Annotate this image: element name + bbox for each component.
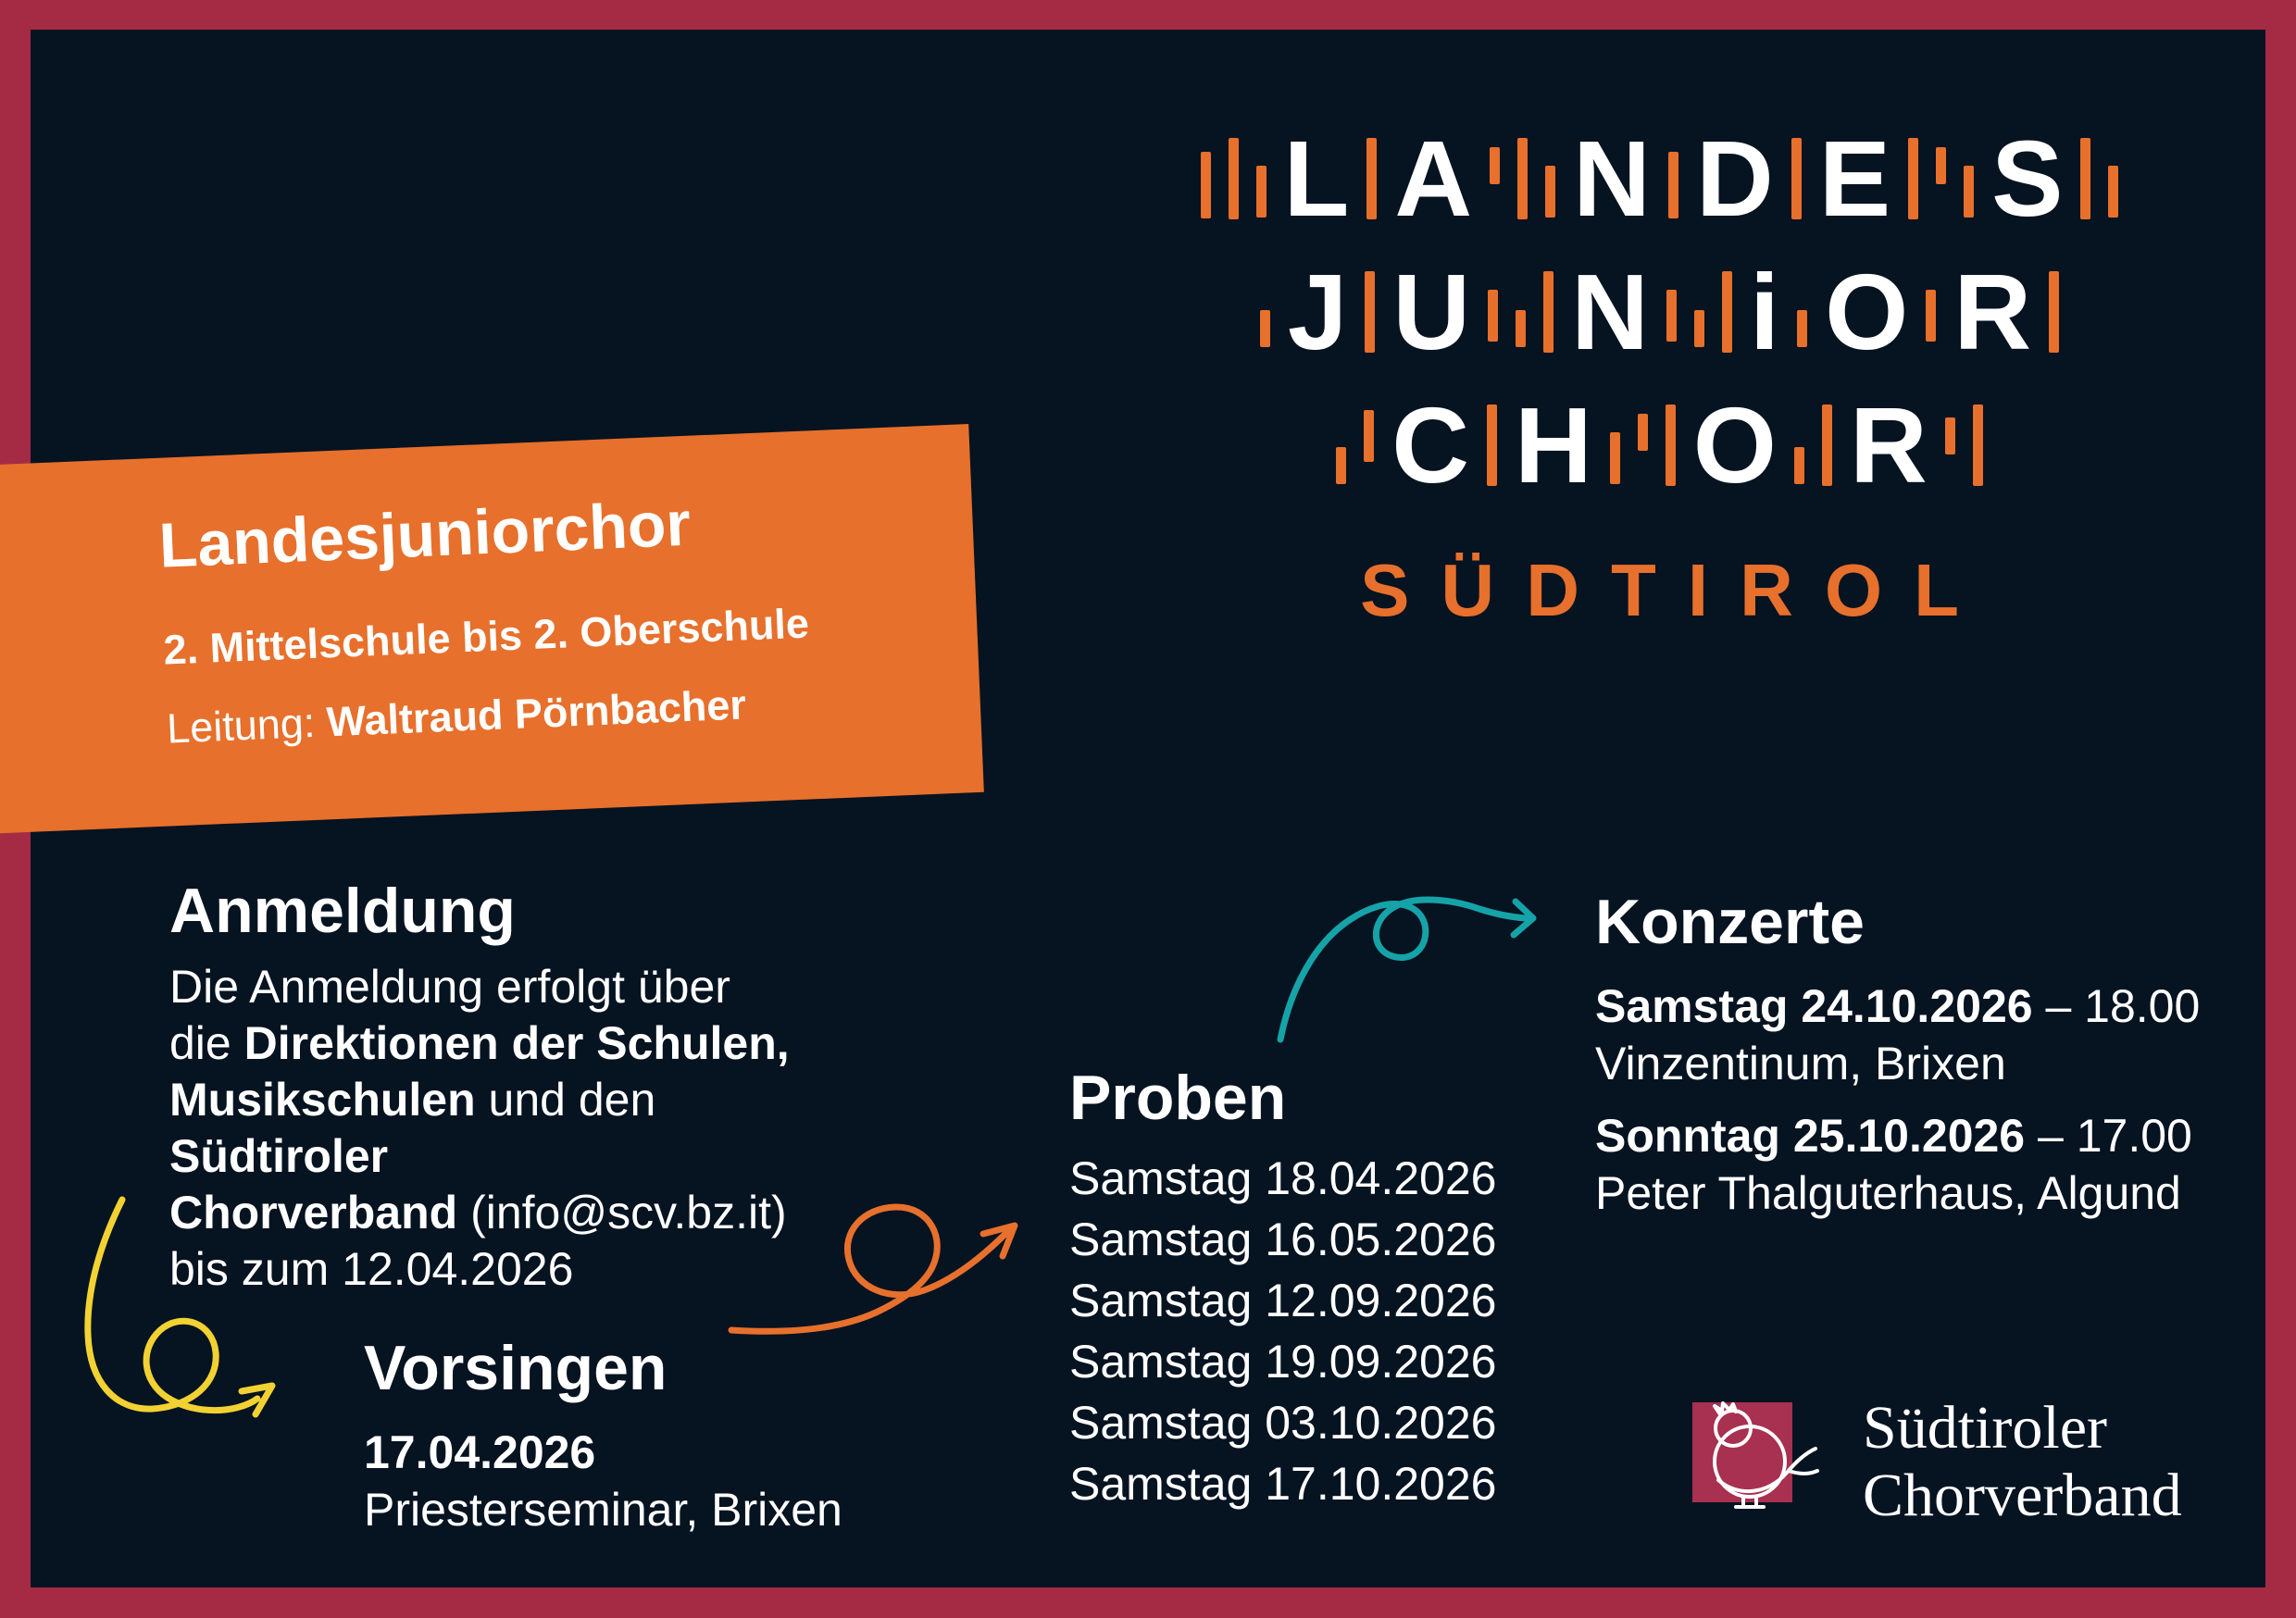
proben-item: Samstag 17.10.2026	[1069, 1458, 1497, 1510]
konzerte-events	[1595, 977, 2262, 1222]
text-segment: (info@scv.bz.it)	[457, 1187, 787, 1238]
vorsingen-heading: Vorsingen	[364, 1333, 668, 1403]
vorsingen-section	[364, 1333, 919, 1538]
chorverband-name	[1863, 1394, 2182, 1529]
logo-letter: i	[1749, 252, 1780, 372]
logo-letter: L	[1283, 118, 1350, 239]
proben-item: Samstag 12.09.2026	[1069, 1275, 1497, 1326]
event-venue: Peter Thalguterhaus, Algund	[1595, 1167, 2181, 1219]
banner-leader	[166, 672, 943, 753]
anmeldung-body	[169, 959, 873, 1298]
logo-letter: N	[1573, 118, 1651, 239]
logo-suedtirol: SÜDTIROL	[1360, 549, 1990, 631]
logo-letter: H	[1514, 385, 1592, 505]
logo-letter: R	[1953, 252, 2032, 372]
banner	[0, 424, 984, 835]
logo-letter: A	[1394, 118, 1473, 239]
text-segment-bold: Direktionen der Schulen,	[243, 1017, 790, 1069]
proben-section	[1069, 1063, 1588, 1514]
logo-letter: N	[1571, 252, 1649, 372]
vorsingen-venue: Priesterseminar, Brixen	[364, 1484, 842, 1536]
anmeldung-line: bis zum 12.04.2026	[169, 1243, 574, 1295]
anmeldung-line	[169, 1072, 873, 1185]
banner-title: Landesjuniorchor	[157, 488, 693, 581]
logo-letter: J	[1287, 252, 1348, 372]
logo-letter: R	[1850, 385, 1928, 505]
event-separator: –	[2025, 1110, 2077, 1162]
logo-letter: U	[1392, 252, 1471, 372]
proben-item: Samstag 03.10.2026	[1069, 1397, 1497, 1449]
event-time: 17.00	[2076, 1110, 2192, 1162]
logo-letter: E	[1818, 118, 1891, 239]
logo-letter: O	[1692, 385, 1777, 505]
logo-letter: C	[1391, 385, 1469, 505]
text-segment-bold: Chorverband	[169, 1187, 458, 1238]
event-separator: –	[2032, 980, 2085, 1032]
konzerte-section	[1595, 887, 2262, 1237]
chorverband-badge	[1692, 1400, 1822, 1512]
anmeldung-section	[169, 876, 873, 1298]
logo-suedtirol-wrap	[1079, 118, 2240, 633]
proben-item: Samstag 18.04.2026	[1069, 1152, 1497, 1204]
banner-subtitle: 2. Mittelschule bis 2. Oberschule	[162, 599, 810, 674]
chorverband-name-line1: Südtiroler	[1863, 1394, 2107, 1462]
text-segment-bold: Musikschulen	[169, 1074, 476, 1126]
event-date: Sonntag 25.10.2026	[1595, 1110, 2026, 1162]
konzerte-event	[1595, 1107, 2262, 1222]
anmeldung-line: Die Anmeldung erfolgt über	[169, 961, 730, 1013]
text-segment: die	[169, 1017, 244, 1069]
logo-letter: O	[1825, 252, 1909, 372]
chorverband-name-line2: Chorverband	[1863, 1462, 2182, 1529]
proben-heading: Proben	[1069, 1063, 1287, 1133]
event-time: 18.00	[2084, 980, 2201, 1032]
vorsingen-date: 17.04.2026	[364, 1426, 596, 1478]
logo-letter: D	[1695, 118, 1774, 239]
proben-item: Samstag 16.05.2026	[1069, 1214, 1497, 1265]
proben-list	[1069, 1148, 1588, 1514]
event-dateline	[1595, 977, 2262, 1035]
event-dateline	[1595, 1107, 2262, 1164]
text-segment: und den	[475, 1074, 656, 1126]
banner-leader-label: Leitung:	[166, 698, 328, 753]
konzerte-heading: Konzerte	[1595, 887, 1865, 957]
chorverband-logo	[1692, 1394, 2182, 1529]
anmeldung-heading: Anmeldung	[169, 876, 516, 946]
bird-icon	[1692, 1400, 1822, 1512]
anmeldung-line	[169, 1185, 873, 1241]
anmeldung-line	[169, 1015, 873, 1072]
event-date: Samstag 24.10.2026	[1595, 980, 2033, 1032]
text-segment-bold: Südtiroler	[169, 1130, 389, 1182]
logo-letter: S	[1991, 118, 2064, 239]
konzerte-event	[1595, 977, 2262, 1092]
banner-leader-name: Waltraud Pörnbacher	[325, 680, 747, 746]
event-venue: Vinzentinum, Brixen	[1595, 1038, 2006, 1089]
proben-item: Samstag 19.09.2026	[1069, 1336, 1497, 1388]
